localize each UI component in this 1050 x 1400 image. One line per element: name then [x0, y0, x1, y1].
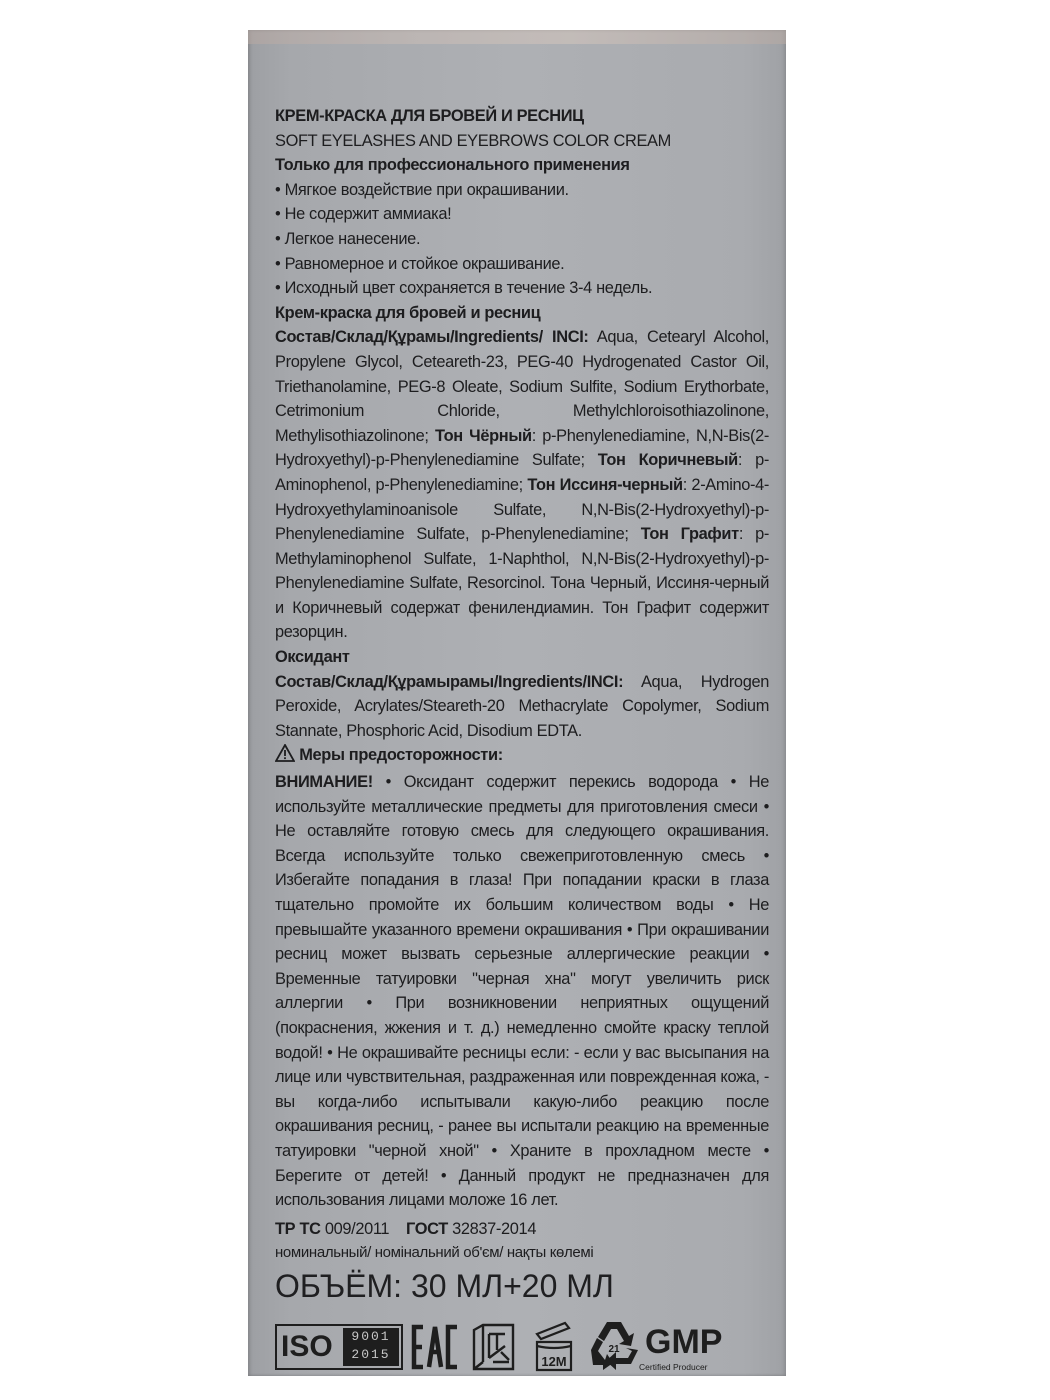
bullet-item: • Легкое нанесение.: [275, 229, 421, 248]
label-text-block: [275, 104, 769, 1306]
oxidant-section-title: Оксидант: [275, 648, 350, 667]
bullet-item: • Не содержит аммиака!: [275, 205, 452, 224]
bullet-item: • Мягкое воздействие при окрашивании.: [275, 180, 569, 199]
bullet-item: • Исходный цвет сохраняется в течение 3-4 недель.: [275, 279, 653, 298]
pao-jar-icon: [531, 1320, 577, 1374]
recycle-number: 21: [608, 1344, 620, 1355]
precautions-title: Меры предосторожности:: [299, 746, 503, 765]
tone-label: Тон Чёрный: [434, 426, 532, 445]
box-top-flap: [248, 30, 786, 44]
ingredients-label: Состав/Склад/Құрамырамы/Ingredients/INCI:: [275, 672, 624, 691]
ingredients-text: : p-Methylaminophenol Sulfate, 1-Naphthol, N,N-Bis(2-Hydroxyethyl)-p-Phenylenediamine Sulfate, Resorcinol. Тона Черный, Иссиня-черный и Коричневый содержат фенилендиамин. Тон Графит содержит резорцин.: [275, 525, 769, 642]
ingredients-text: : p-Aminophenol, p-Phenylenediamine;: [275, 451, 769, 494]
certification-marks: [275, 1314, 769, 1378]
product-heading-ru: КРЕМ-КРАСКА ДЛЯ БРОВЕЙ И РЕСНИЦ: [275, 107, 584, 125]
iso-line-1: 9001: [351, 1329, 391, 1344]
gmp-logo: GMP: [645, 1323, 723, 1361]
ingredients-text: Aqua, Cetearyl Alcohol, Propylene Glycol, Ceteareth-23, PEG-40 Hydrogenated Castor Oil, Triethanolamine, PEG-8 Oleate, Sodium Sulfite, Sodium Erythorbate, Cetrimonium Chloride, Methylchloroisothiazolinone, Methylisothiazolinone;: [275, 328, 769, 445]
tone-label: Тон Коричневый: [597, 451, 738, 470]
eac-mark-icon: [411, 1324, 461, 1370]
iso-badge: [275, 1324, 403, 1370]
iso-number-box: [343, 1328, 399, 1366]
oxidant-ingredients: [275, 670, 769, 744]
volume-text: ОБЪЁМ: 30 МЛ+20 МЛ: [275, 1267, 614, 1304]
nominal-volume-label: номинальный/ номінальний об'єм/ нақты көлемі: [275, 1244, 594, 1262]
bullet-item: • Равномерное и стойкое окрашивание.: [275, 254, 565, 273]
cream-ingredients: [275, 325, 769, 645]
cream-section-title: Крем-краска для бровей и ресниц: [275, 303, 541, 322]
ingredients-text: : 2-Amino-4-Hydroxyethylaminoanisole Sulfate, N,N-Bis(2-Hydroxyethyl)-p-Phenylenediamine Sulfate, p-Phenylenediamine;: [275, 475, 769, 544]
product-heading-en: SOFT EYELASHES AND EYEBROWS COLOR CREAM: [275, 131, 671, 150]
standards-line: [275, 1217, 769, 1242]
gost-value: 32837-2014: [447, 1219, 537, 1238]
rostest-mark-icon: [471, 1322, 517, 1372]
tr-ts-value: 009/2011: [320, 1219, 390, 1238]
tone-label: Тон Иссиня-черный: [527, 475, 683, 494]
attention-label: ВНИМАНИЕ!: [275, 773, 373, 792]
precautions-heading: [275, 743, 769, 770]
ingredients-label: Состав/Склад/Құрамы/Ingredients/ INCI:: [275, 328, 589, 347]
pro-only-note: Только для профессионального применения: [275, 156, 630, 175]
warning-body: • Оксидант содержит перекись водорода • Не используйте металлические предметы для приготовления смеси • Не оставляйте готовую смесь для следующего окрашивания. Всегда используйте только свежеприготовленную смесь • Избегайте попадания в глаза! При попадании краски в глаза тщательно промойте их большим количеством воды • Не превышайте указанного времени окрашивания • При окрашивании ресниц может вызвать серьезные аллергические реакции • Временные татуировки "черная хна" могут увеличить риск аллергии • При возникновении неприятных ощущений (покраснения, жжения и т. д.) немедленно смойте краску теплой водой! • Не окрашивайте ресницы если: - если у вас высыпания на лице или чувствительная, раздраженная или поврежденная кожа, - вы когда-либо испытывали какую-либо реакцию после окрашивания ресниц, - ранее вы испытали реакцию на временные татуировки "черной хной" • Храните в прохладном месте • Берегите от детей! • Данный продукт не предназначен для использования лицами моложе 16 лет.: [275, 773, 769, 1210]
iso-line-2: 2015: [351, 1347, 391, 1362]
tr-ts-label: ТР ТС: [275, 1219, 321, 1238]
ingredients-text: : p-Phenylenediamine, N,N-Bis(2-Hydroxyethyl)-p-Phenylenediamine Sulfate;: [275, 426, 769, 470]
gost-label: ГОСТ: [406, 1219, 448, 1238]
warning-icon: [275, 744, 295, 770]
package-back-panel: [248, 30, 786, 1376]
recycle-icon: [585, 1318, 643, 1374]
precautions-text: [275, 770, 769, 1213]
gmp-subtitle: Certified Producer: [639, 1362, 708, 1372]
ingredients-text: Aqua, Hydrogen Peroxide, Acrylates/Steareth-20 Methacrylate Copolymer, Sodium Stannate, Phosphoric Acid, Disodium EDTA.: [275, 672, 769, 740]
pao-label: 12M: [541, 1354, 567, 1369]
iso-text: ISO: [281, 1330, 333, 1363]
tone-label: Тон Графит: [640, 525, 739, 544]
